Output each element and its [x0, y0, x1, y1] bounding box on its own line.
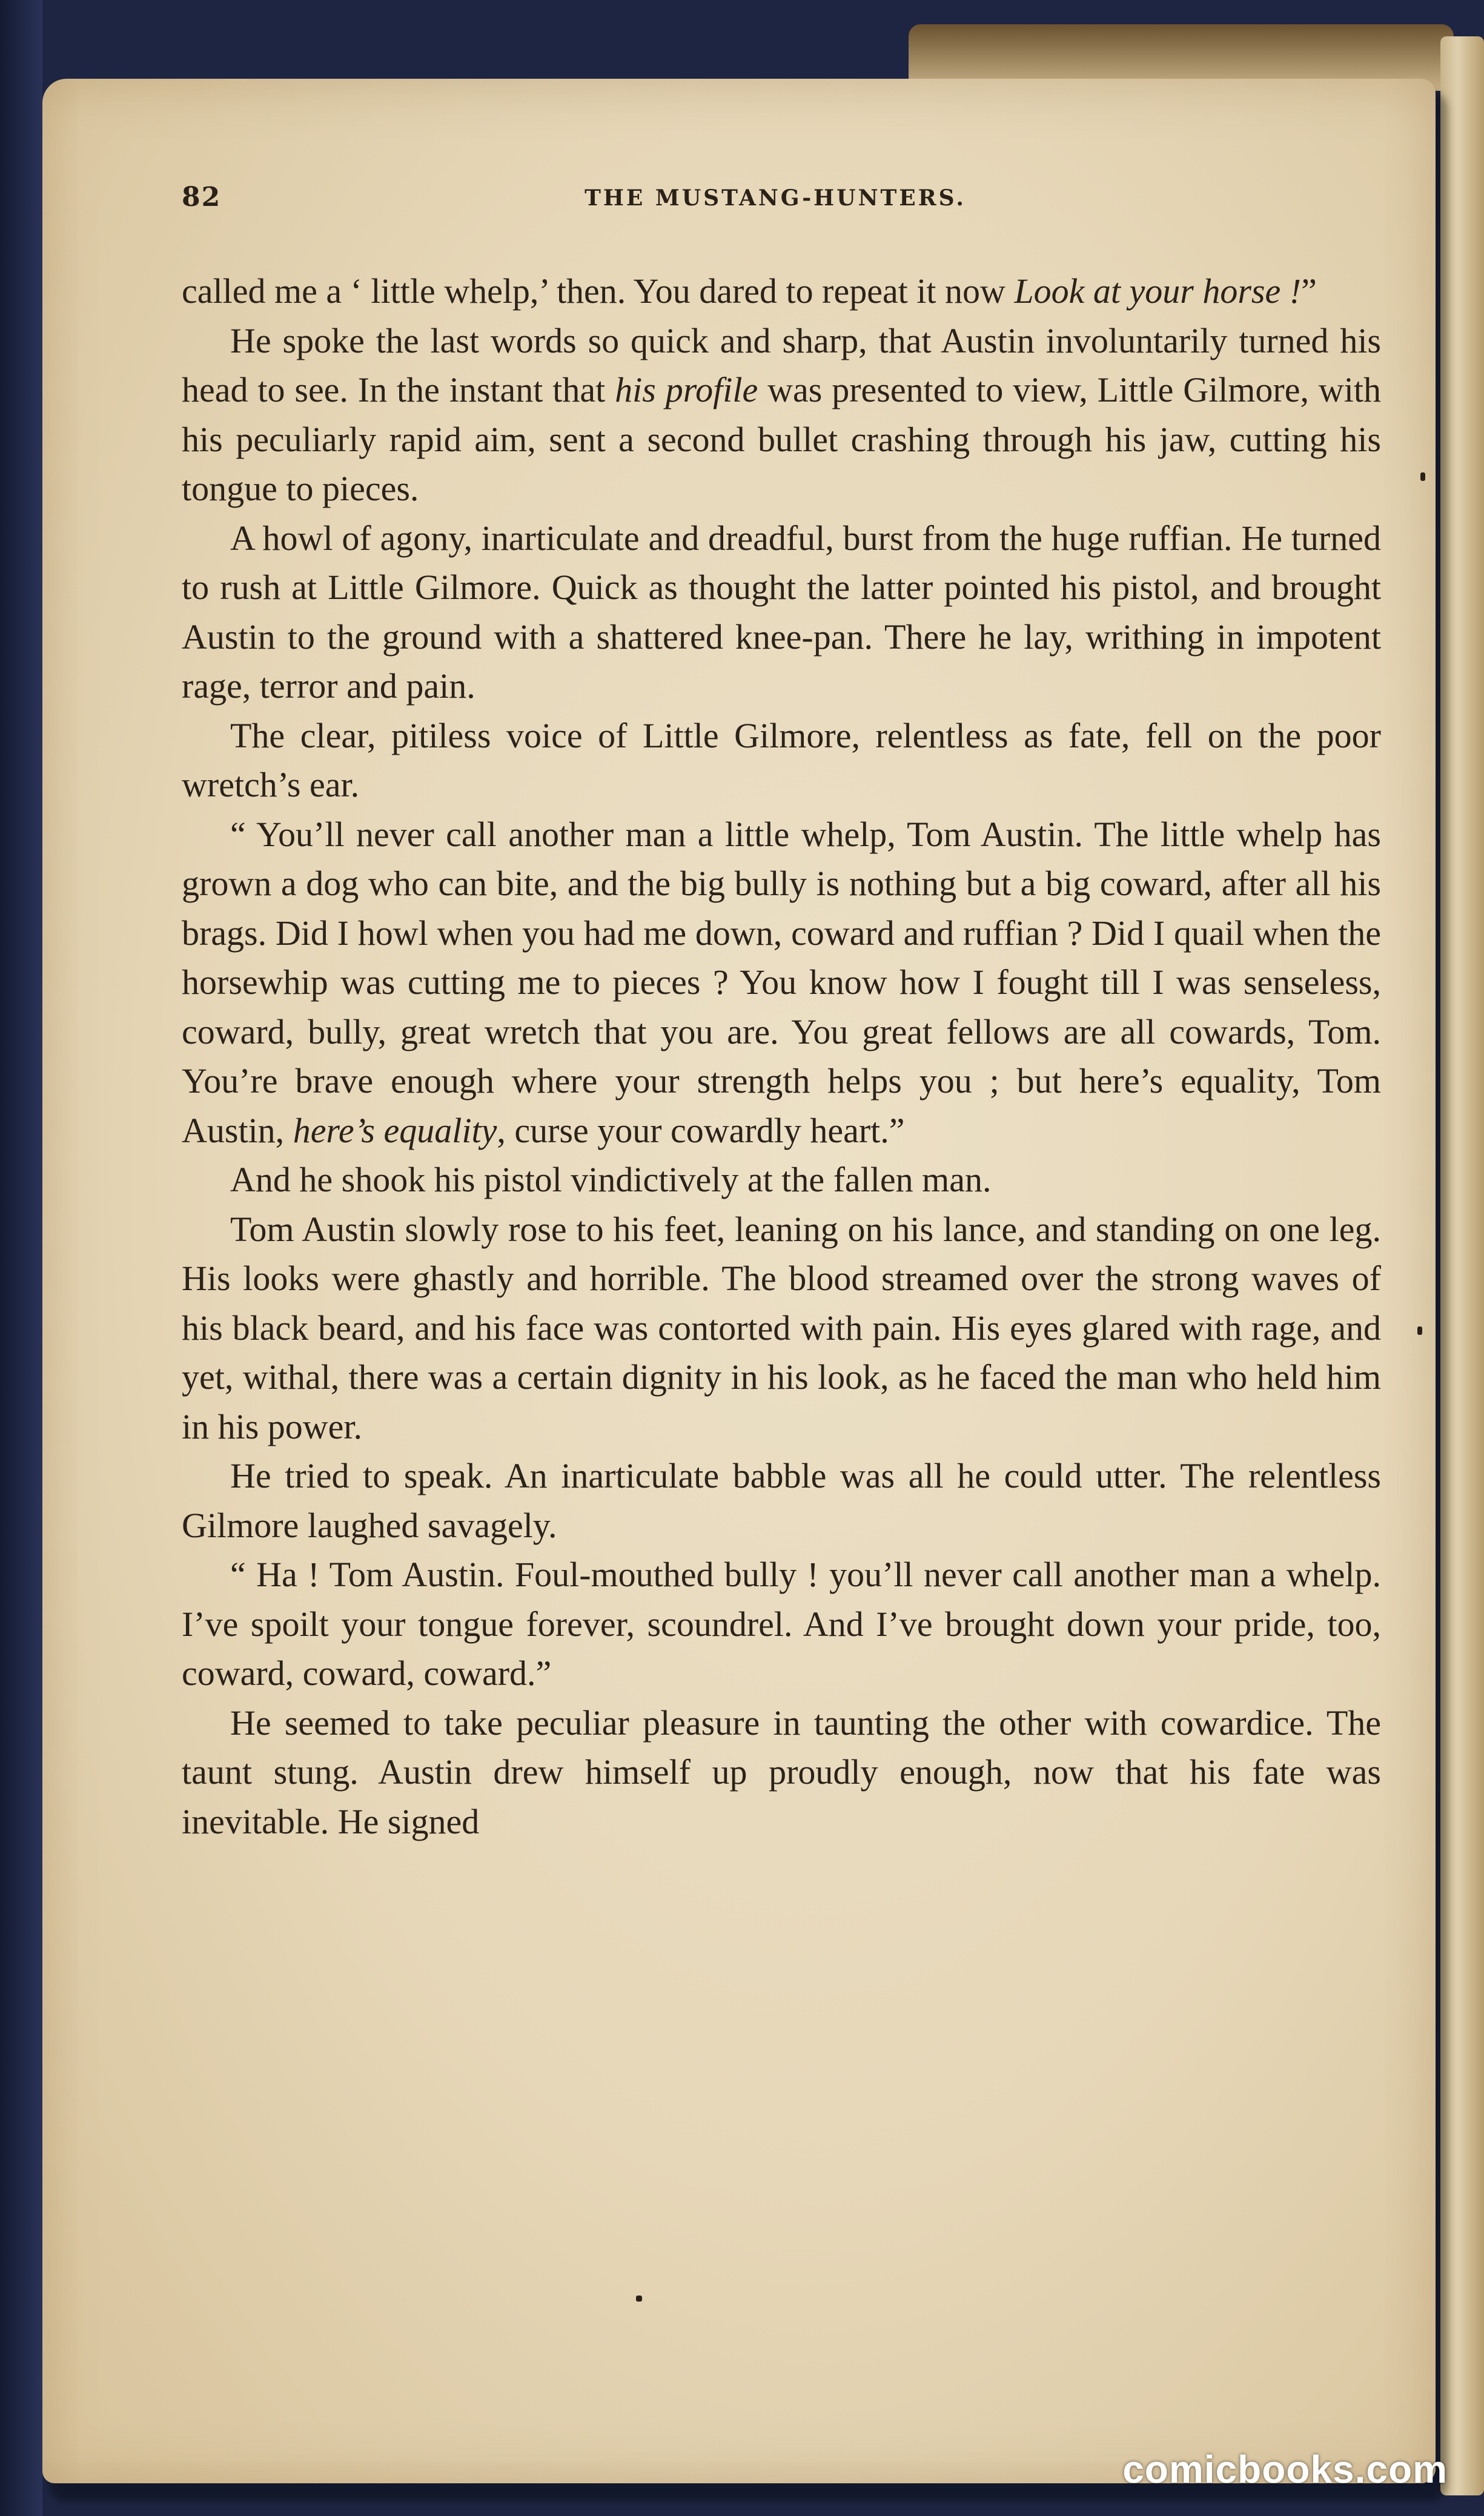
text-run: He seemed to take peculiar pleasure in taunting the other with cowardice. The taunt stung. Austin drew himself up proudly enough, now that his fate was inevitable. He signed — [182, 1703, 1381, 1841]
paragraph — [182, 1550, 1381, 1698]
paragraph — [182, 316, 1381, 514]
paper-speck — [636, 2296, 642, 2302]
text-run: Tom Austin slowly rose to his feet, leaning on his lance, and standing on one leg. His looks were ghastly and horrible. The blood streamed over the strong waves of his black beard, and his face was contorted with pain. His eyes glared with rage, and yet, withal, there was a certain dignity in his look, as he faced the man who held him in his power. — [182, 1209, 1381, 1446]
text-run: The clear, pitiless voice of Little Gilmore, relentless as fate, fell on the poor wretch’s ear. — [182, 715, 1381, 804]
text-run: called me a ‘ little whelp,’ then. You dared to repeat it now — [182, 271, 1015, 311]
text-run: , curse your cowardly heart.” — [497, 1110, 905, 1150]
italic-text: his profile — [615, 370, 758, 409]
paragraph — [182, 810, 1381, 1156]
text-run: He tried to speak. An inarticulate babble was all he could utter. The relentless Gilmore laughed savagely. — [182, 1456, 1381, 1545]
italic-text: Look at your horse ! — [1014, 271, 1302, 311]
paper-speck — [1417, 1326, 1422, 1335]
text-run: He spoke the last words so quick and sharp, that Austin involuntarily turned his head to see. In the instant that — [182, 320, 1381, 409]
running-head — [182, 182, 1369, 230]
text-run: “ You’ll never call another man a little whelp, Tom Austin. The little whelp has grown a dog who can bite, and the big bully is nothing but a big coward, after all his brags. Did I howl when you had me down, coward and ruffian ? Did I quail when the horsewhip was cutting me to pieces ? You know how I fought till I was senseless, coward, bully, great wretch that you are. You great fellows are all cowards, Tom. You’re brave enough where your strength helps you ; but here’s equality, Tom Austin, — [182, 814, 1381, 1150]
text-run: ” — [1301, 271, 1317, 311]
page-number: 82 — [182, 182, 222, 213]
paragraph — [182, 1205, 1381, 1452]
text-run: A howl of agony, inarticulate and dreadful, burst from the huge ruffian. He turned to rush at Little Gilmore. Quick as thought the latter pointed his pistol, and brought Austin to the ground with a shattered knee-pan. There he lay, writhing in impotent rage, terror and pain. — [182, 518, 1381, 706]
text-run: And he shook his pistol vindictively at the fallen man. — [230, 1160, 992, 1199]
paper-speck — [1420, 472, 1425, 481]
paragraph — [182, 514, 1381, 711]
paragraph — [182, 1698, 1381, 1847]
text-run: was presented to view, Little Gilmore, with his peculiarly rapid aim, sent a second bullet crashing through his jaw, cutting his tongue to pieces. — [182, 370, 1381, 508]
text-run: “ Ha ! Tom Austin. Foul-mouthed bully ! you’ll never call another man a whelp. I’ve spoilt your tongue forever, scoundrel. And I’ve brought down your pride, too, coward, coward, coward.” — [182, 1555, 1381, 1693]
book-title: THE MUSTANG-HUNTERS. — [585, 185, 966, 211]
paragraph — [182, 266, 1381, 316]
paragraph — [182, 1155, 1381, 1205]
paragraph — [182, 1451, 1381, 1550]
paragraph — [182, 711, 1381, 810]
italic-text: here’s equality — [293, 1110, 497, 1150]
book-binding — [0, 0, 42, 2516]
body-text — [182, 266, 1381, 1846]
watermark: comicbooks.com — [1122, 2448, 1448, 2491]
